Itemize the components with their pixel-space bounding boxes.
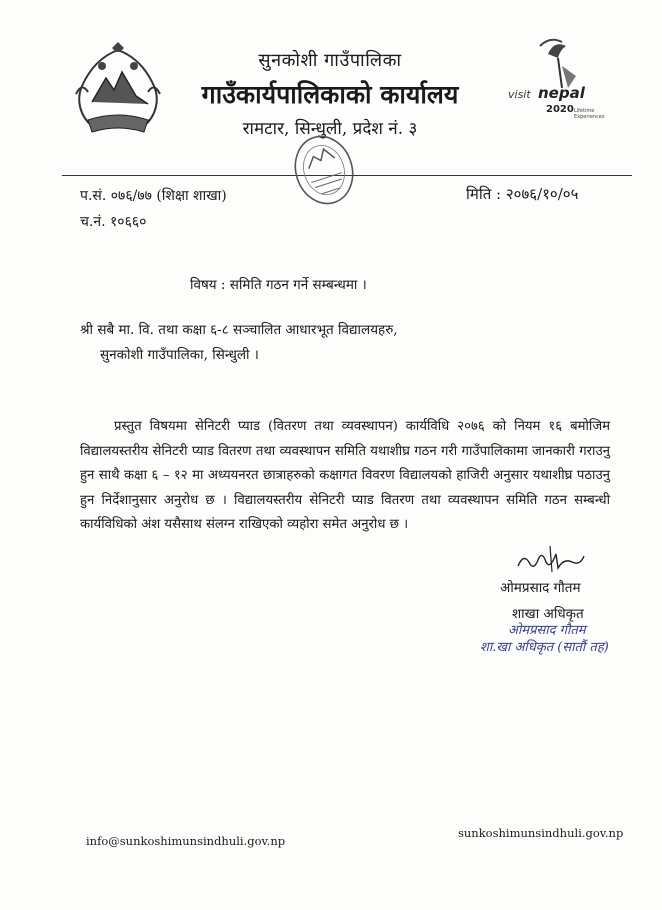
svg-text:Experiences: Experiences	[574, 114, 605, 120]
signatory-title: शाखा अधिकृत	[512, 606, 584, 622]
letterhead-municipality: सुनकोशी गाउँपालिका	[258, 50, 402, 71]
letter-date: मिति : २०७६/१०/०५	[466, 185, 579, 203]
footer-email: info@sunkoshimunsindhuli.gov.np	[86, 834, 286, 848]
recipient-line-2: सुनकोशी गाउँपालिका, सिन्धुली ।	[100, 347, 259, 363]
signatory-name: ओमप्रसाद गौतम	[500, 580, 581, 596]
signatory-stamp-title: शा.खा अधिकृत (सातौं तह)	[480, 640, 609, 655]
visit-nepal-logo-icon	[502, 36, 608, 124]
nepal-emblem-icon	[62, 42, 174, 142]
signatory-stamp-name: ओमप्रसाद गौतम	[508, 623, 586, 638]
reference-number: प.सं. ०७६/७७ (शिक्षा शाखा)	[80, 188, 227, 204]
letter-subject: विषय : समिति गठन गर्ने सम्बन्धमा ।	[190, 277, 367, 293]
footer-website: sunkoshimunsindhuli.gov.np	[458, 826, 624, 840]
letterhead-address: रामटार, सिन्धुली, प्रदेश नं. ३	[242, 119, 418, 139]
svg-text:nepal: nepal	[538, 84, 585, 102]
letterhead-office: गाउँकार्यपालिकाको कार्यालय	[201, 80, 459, 109]
dispatch-number: च.नं. १०६६०	[80, 214, 147, 230]
office-stamp-icon	[290, 130, 358, 212]
svg-text:Lifetime: Lifetime	[574, 108, 595, 114]
svg-text:visit: visit	[508, 88, 531, 101]
svg-text:2020: 2020	[546, 104, 574, 115]
signature-icon	[510, 540, 590, 576]
letter-body: प्रस्तुत विषयमा सेनिटरी प्याड (वितरण तथा व्यवस्थापन) कार्यविधि २०७६ को नियम १६ बमोजिम विद्यालयस्तरीय सेनिटरी प्याड वितरण तथा व्यवस्थापन समिति यथाशीघ्र गठन गरी गाउँपालिकामा जानकारी गराउनु हुन साथै कक्षा ६ – १२ मा अध्ययनरत छात्राहरुको कक्षागत विवरण विद्यालयको हाजिरी अनुसार यथाशीघ्र पठाउनु हुन निर्देशानुसार अनुरोध छ । विद्यालयस्तरीय सेनिटरी प्याड वितरण तथा व्यवस्थापन समिति गठन सम्बन्धी कार्यविधिको अंश यसैसाथ संलग्न राखिएको व्यहोरा समेत अनुरोध छ ।	[80, 419, 610, 533]
recipient-line-1: श्री सबै मा. वि. तथा कक्षा ६-८ सञ्चालित आधारभूत विद्यालयहरु,	[80, 322, 398, 338]
